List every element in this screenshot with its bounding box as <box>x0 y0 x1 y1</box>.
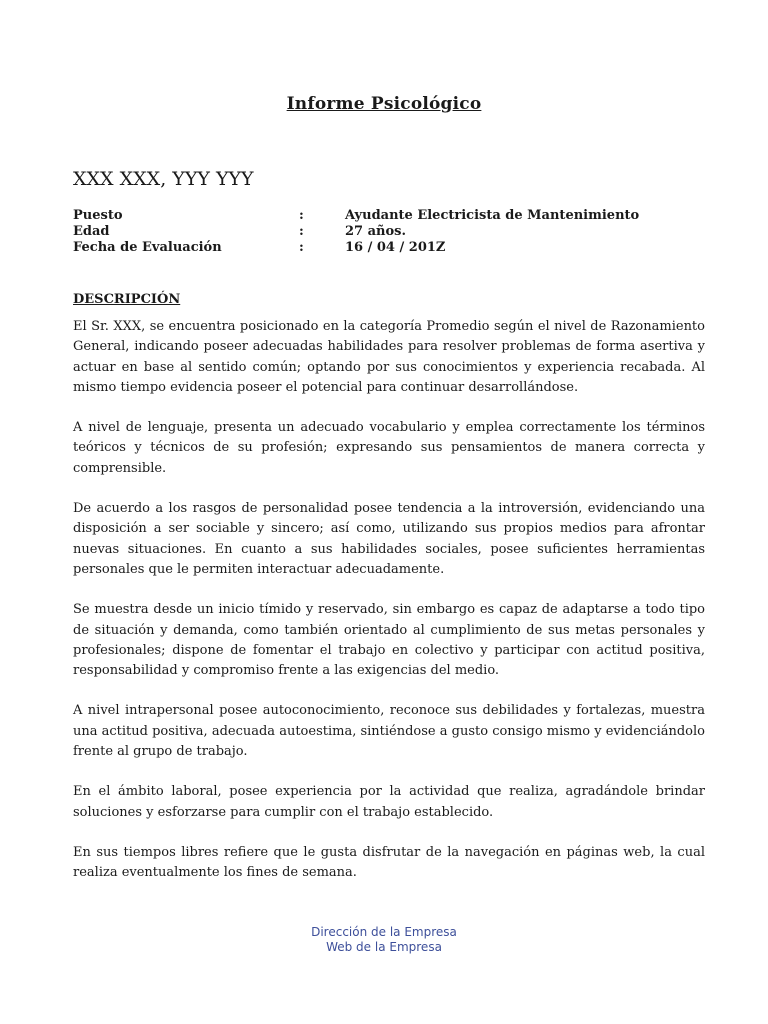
info-row-puesto <box>73 208 639 224</box>
paragraph: A nivel de lenguaje, presenta un adecuado vocabulario y emplea correctamente los términos teóricos y técnicos de su profesión; expresando sus pensamientos de manera correcta y comprensible. <box>73 420 705 476</box>
info-label: Fecha de Evaluación <box>73 240 222 255</box>
footer-web: Web de la Empresa <box>326 940 442 954</box>
section-heading: DESCRIPCIÓN <box>73 292 181 307</box>
paragraph: A nivel intrapersonal posee autoconocimiento, reconoce sus debilidades y fortalezas, muestra una actitud positiva, adecuada autoestima, sintiéndose a gusto consigo mismo y evidenciándolo frente al grupo de trabajo. <box>73 703 705 760</box>
info-value: Ayudante Electricista de Mantenimiento <box>345 208 640 223</box>
info-colon: : <box>299 208 304 223</box>
paragraph: Se muestra desde un inicio tímido y reservado, sin embargo es capaz de adaptarse a todo tipo de situación y demanda, como también orientado al cumplimiento de sus metas personales y profesionales; dispone de fomentar el trabajo en colectivo y participar con actitud positiva, responsabilidad y compromiso frente a las exigencias del medio. <box>73 602 705 679</box>
info-row-edad <box>73 224 639 240</box>
paragraph: El Sr. XXX, se encuentra posicionado en la categoría Promedio según el nivel de Razonamiento General, indicando poseer adecuadas habilidades para resolver problemas de forma asertiva y actuar en base al sentido común; optando por sus conocimientos y experiencia recabada. Al mismo tiempo evidencia poseer el potencial para continuar desarrollándose. <box>73 319 705 395</box>
info-label: Edad <box>73 224 110 239</box>
info-row-fecha <box>73 240 639 256</box>
paragraph: De acuerdo a los rasgos de personalidad posee tendencia a la introversión, evidenciando una disposición a ser sociable y sincero; así como, utilizando sus propios medios para afrontar nuevas situaciones. En cuanto a sus habilidades sociales, posee suficientes herramientas personales que le permiten interactuar adecuadamente. <box>73 501 705 577</box>
info-value: 16 / 04 / 201Z <box>345 240 446 255</box>
info-colon: : <box>299 224 304 239</box>
page-footer <box>0 925 768 955</box>
candidate-name: XXX XXX, YYY YYY <box>73 168 254 190</box>
info-label: Puesto <box>73 208 123 223</box>
info-value: 27 años. <box>345 224 407 239</box>
document-title: Informe Psicológico <box>286 94 482 114</box>
info-colon: : <box>299 240 304 255</box>
description-body <box>73 317 705 904</box>
paragraph: En sus tiempos libres refiere que le gusta disfrutar de la navegación en páginas web, la cual realiza eventualmente los fines de semana. <box>73 844 705 881</box>
footer-address: Dirección de la Empresa <box>311 925 457 939</box>
paragraph: En el ámbito laboral, posee experiencia por la actividad que realiza, agradándole brindar soluciones y esforzarse para cumplir con el trabajo establecido. <box>73 784 705 820</box>
candidate-info <box>73 208 639 256</box>
